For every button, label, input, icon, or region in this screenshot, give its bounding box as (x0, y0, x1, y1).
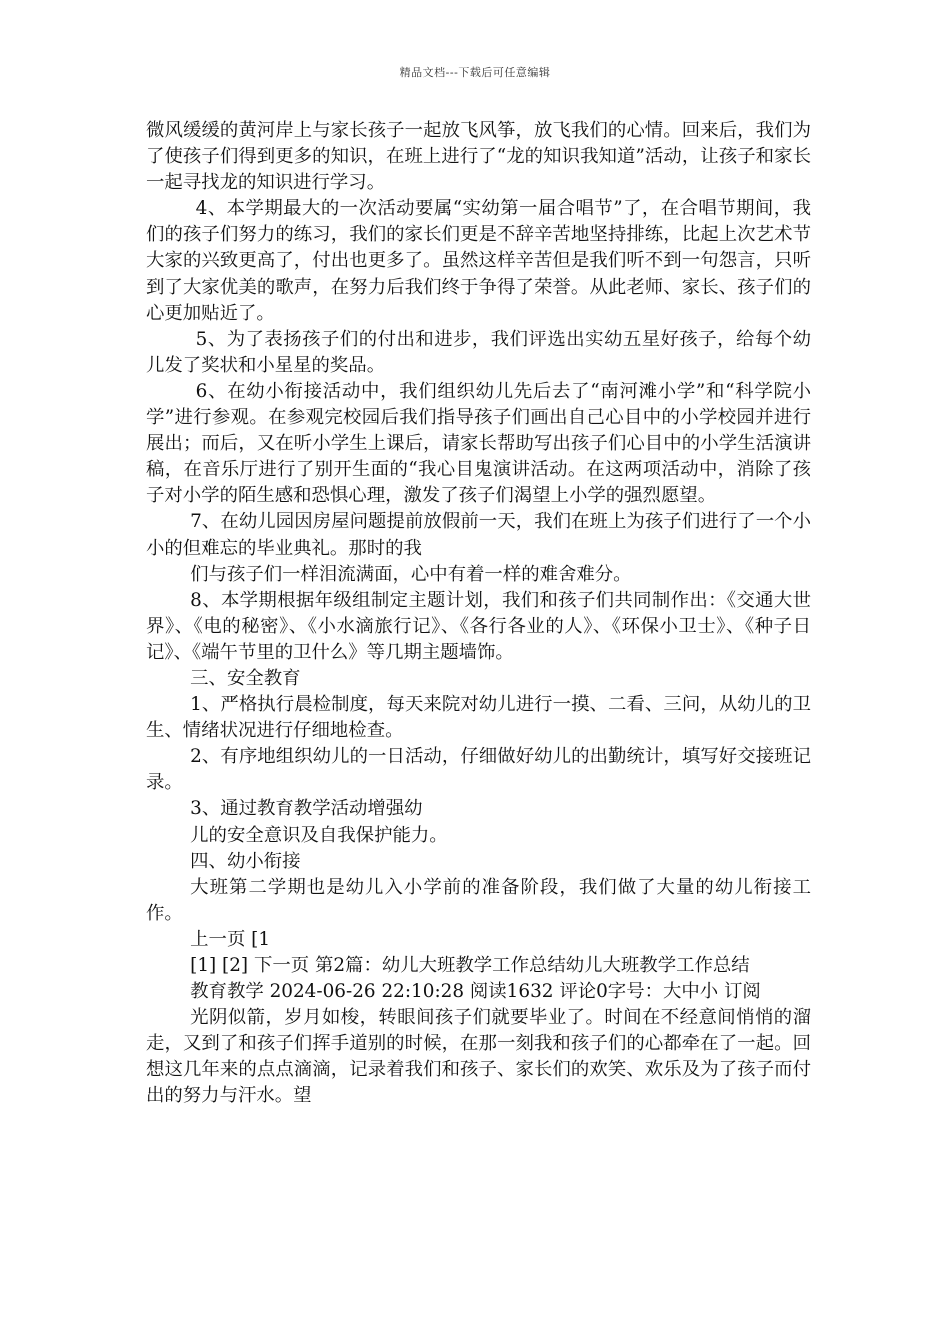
section-heading-transition: 四、幼小衔接 (190, 850, 301, 872)
paragraph-item-4-choir-festival: 4、本学期最大的一次活动要属“实幼第一届合唱节”了，在合唱节期间，我们的孩子们努力的练习，我们的家长们更是不辞辛苦地坚持排练，比起上次艺术节大家的兴致更高了，付出也更多了。虽然这样辛苦但是我们听不到一句怨言，只听到了大家优美的歌声，在努力后我们终于争得了荣誉。从此老师、家长、孩子们的心更加贴近了。 (146, 198, 811, 324)
paragraph-item-6-school-visit: 6、在幼小衔接活动中，我们组织幼儿先后去了“南河滩小学”和“科学院小学”进行参观。在参观完校园后我们指导孩子们画出自己心目中的小学校园并进行展出；而后，又在听小学生上课后，请家长帮助写出孩子们心目中的小学生活演讲稿，在音乐厅进行了别开生面的“我心目鬼演讲活动。在这两项活动中，消除了孩子对小学的陌生感和恐惧心理，激发了孩子们渴望上小学的强烈愿望。 (146, 380, 811, 507)
paragraph-item-7-continued: 们与孩子们一样泪流满面，心中有着一样的难舍难分。 (190, 563, 632, 585)
paragraph-item-5-five-star-kids: 5、为了表扬孩子们的付出和进步，我们评选出实幼五星好孩子，给每个幼儿发了奖状和小星星的奖品。 (146, 328, 811, 376)
paragraph-item-7-graduation: 7、在幼儿园因房屋问题提前放假前一天，我们在班上为孩子们进行了一个小小的但难忘的毕业典礼。那时的我 (146, 511, 811, 559)
section-heading-safety-education: 三、安全教育 (190, 667, 301, 689)
pagination-prev: 上一页 [1 (190, 928, 271, 950)
article-meta: 教育教学 2024-06-26 22:10:28 阅读1632 评论0字号：大中小 订阅 (190, 981, 761, 1003)
paragraph-item-8-theme-walls: 8、本学期根据年级组制定主题计划，我们和孩子们共同制作出：《交通大世界》、《电的秘密》、《小水滴旅行记》、《各行各业的人》、《环保小卫士》、《种子日记》、《端午节里的卫什么》等几期主题墙饰。 (146, 589, 811, 663)
page-header: 精品文档---下载后可任意编辑 (399, 66, 551, 79)
pagination-and-article-title: [1] [2] 下一页 第2篇：幼儿大班教学工作总结幼儿大班教学工作总结 (190, 955, 750, 976)
paragraph-safety-item-3-continued: 儿的安全意识及自我保护能力。 (190, 824, 448, 846)
paragraph-safety-item-3: 3、通过教育教学活动增强幼 (190, 798, 423, 820)
paragraph-safety-item-2: 2、有序地组织幼儿的一日活动，仔细做好幼儿的出勤统计，填写好交接班记录。 (146, 746, 811, 794)
paragraph-safety-item-1: 1、严格执行晨检制度，每天来院对幼儿进行一摸、二看、三问，从幼儿的卫生、情绪状况进行仔细地检查。 (146, 694, 811, 742)
paragraph-intro-time-flies: 光阴似箭，岁月如梭，转眼间孩子们就要毕业了。时间在不经意间悄悄的溜走，又到了和孩子们挥手道别的时候，在那一刻我和孩子们的心都牵在了一起。回想这几年来的点点滴滴，记录着我们和孩子、家长们的欢笑、欢乐及为了孩子而付出的努力与汗水。望 (146, 1007, 811, 1107)
document-body (146, 118, 811, 1110)
paragraph-kite-flying: 微风缓缓的黄河岸上与家长孩子一起放飞风筝，放飞我们的心情。回来后，我们为了使孩子们得到更多的知识，在班上进行了“龙的知识我知道”活动，让孩子和家长一起寻找龙的知识进行学习。 (146, 120, 811, 194)
paragraph-transition: 大班第二学期也是幼儿入小学前的准备阶段，我们做了大量的幼儿衔接工作。 (146, 876, 811, 924)
